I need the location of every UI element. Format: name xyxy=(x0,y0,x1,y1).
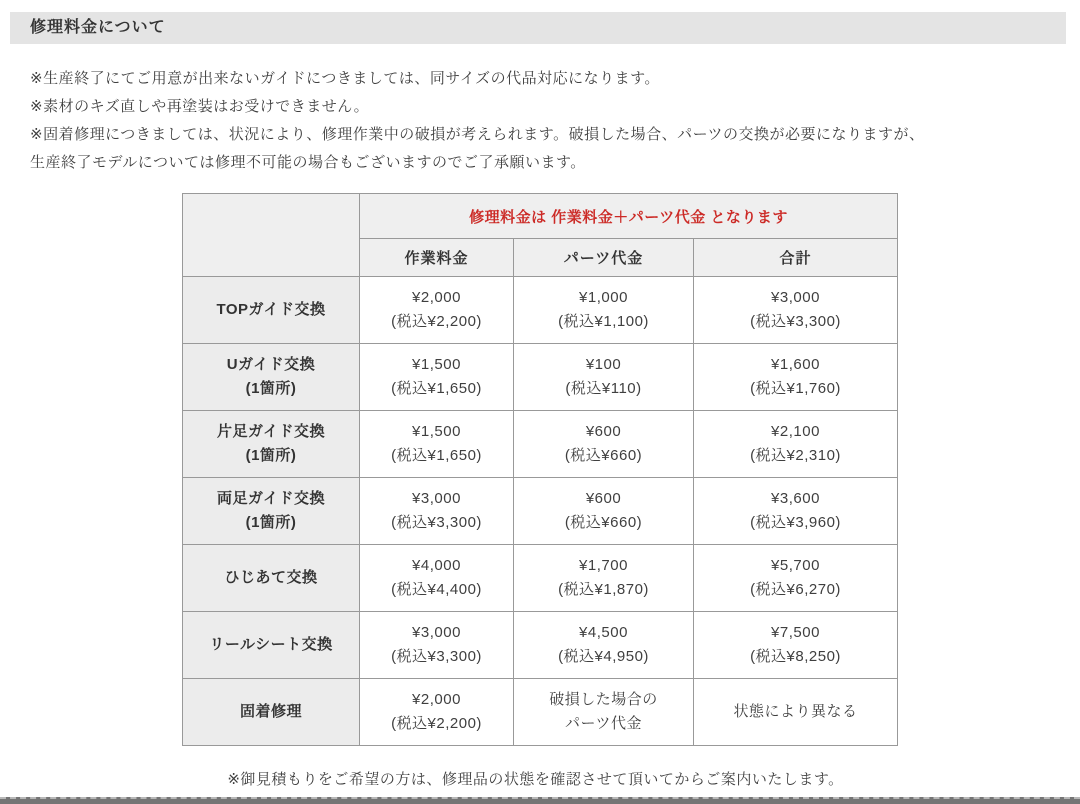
service-cell xyxy=(183,478,360,545)
service-sublabel: (1箇所) xyxy=(245,447,297,464)
parts-fee-cell xyxy=(514,344,694,411)
price-value: ¥2,000 xyxy=(412,289,461,306)
price-value: ¥1,000 xyxy=(579,289,628,306)
column-header-parts: パーツ代金 xyxy=(514,239,694,277)
service-sublabel: (1箇所) xyxy=(245,514,297,531)
price-tax-included: (税込¥1,100) xyxy=(558,313,649,330)
price-tax-included: (税込¥6,270) xyxy=(750,581,841,598)
page-title: 修理料金について xyxy=(10,12,1066,44)
service-label: Uガイド交換 xyxy=(226,356,316,373)
table-banner-row xyxy=(183,194,898,239)
note-line: ※固着修理につきましては、状況により、修理作業中の破損が考えられます。破損した場合、パーツの交換が必要になりますが、 xyxy=(30,126,925,143)
service-label: リールシート交換 xyxy=(209,636,333,653)
parts-fee-cell xyxy=(514,612,694,679)
service-cell xyxy=(183,679,360,746)
total-cell xyxy=(694,612,898,679)
notes-block xyxy=(30,65,1050,177)
table-row xyxy=(183,411,898,478)
price-tax-included: (税込¥4,400) xyxy=(391,581,482,598)
price-tax-included: (税込¥2,200) xyxy=(391,313,482,330)
price-tax-included: (税込¥1,650) xyxy=(391,447,482,464)
table-row xyxy=(183,545,898,612)
work-fee-cell xyxy=(360,545,514,612)
price-value: ¥1,500 xyxy=(412,423,461,440)
price-value: 破損した場合の xyxy=(549,691,658,708)
work-fee-cell xyxy=(360,277,514,344)
price-tax-included: (税込¥3,960) xyxy=(750,514,841,531)
table-row xyxy=(183,344,898,411)
service-sublabel: (1箇所) xyxy=(245,380,297,397)
price-tax-included: (税込¥3,300) xyxy=(750,313,841,330)
service-label: TOPガイド交換 xyxy=(216,301,326,318)
column-header-work: 作業料金 xyxy=(360,239,514,277)
total-cell xyxy=(694,679,898,746)
service-label: 固着修理 xyxy=(239,703,302,720)
price-value: 状態により異なる xyxy=(733,703,858,720)
total-cell xyxy=(694,277,898,344)
total-cell xyxy=(694,344,898,411)
price-value: ¥1,700 xyxy=(579,557,628,574)
service-label: 片足ガイド交換 xyxy=(216,423,326,440)
work-fee-cell xyxy=(360,344,514,411)
note-line: ※素材のキズ直しや再塗装はお受けできません。 xyxy=(30,98,370,115)
note-line: 生産終了モデルについては修理不可能の場合もございますのでご了承願います。 xyxy=(30,154,586,171)
price-value: ¥1,600 xyxy=(771,356,820,373)
price-tax-included: (税込¥1,650) xyxy=(391,380,482,397)
parts-fee-cell xyxy=(514,277,694,344)
price-tax-included: (税込¥3,300) xyxy=(391,514,482,531)
service-cell xyxy=(183,344,360,411)
note-line: ※生産終了にてご用意が出来ないガイドにつきましては、同サイズの代品対応になります。 xyxy=(30,70,660,87)
price-value: ¥4,000 xyxy=(412,557,461,574)
table-row xyxy=(183,478,898,545)
service-cell xyxy=(183,545,360,612)
repair-price-table-wrap xyxy=(182,193,1080,746)
service-cell xyxy=(183,612,360,679)
corner-cell xyxy=(183,194,360,277)
work-fee-cell xyxy=(360,478,514,545)
table-row xyxy=(183,679,898,746)
price-value: ¥3,000 xyxy=(412,624,461,641)
price-tax-included: (税込¥2,200) xyxy=(391,715,482,732)
price-tax-included: (税込¥3,300) xyxy=(391,648,482,665)
work-fee-cell xyxy=(360,612,514,679)
price-tax-included: (税込¥660) xyxy=(564,447,643,464)
price-tax-included: (税込¥1,760) xyxy=(750,380,841,397)
price-value: ¥100 xyxy=(585,356,622,373)
price-value: ¥3,000 xyxy=(771,289,820,306)
parts-fee-cell xyxy=(514,545,694,612)
service-label: ひじあて交換 xyxy=(224,569,318,586)
table-row xyxy=(183,277,898,344)
price-tax-included: (税込¥4,950) xyxy=(558,648,649,665)
price-tax-included: (税込¥2,310) xyxy=(750,447,841,464)
total-cell xyxy=(694,478,898,545)
price-value: ¥600 xyxy=(585,423,622,440)
price-tax-included: パーツ代金 xyxy=(565,715,642,732)
parts-fee-cell xyxy=(514,679,694,746)
bottom-edge-bar xyxy=(0,797,1080,804)
service-cell xyxy=(183,411,360,478)
repair-price-table xyxy=(182,193,898,746)
table-row xyxy=(183,612,898,679)
price-value: ¥7,500 xyxy=(771,624,820,641)
total-cell xyxy=(694,545,898,612)
column-header-total: 合計 xyxy=(694,239,898,277)
price-value: ¥1,500 xyxy=(412,356,461,373)
service-label: 両足ガイド交換 xyxy=(216,490,326,507)
price-tax-included: (税込¥8,250) xyxy=(750,648,841,665)
parts-fee-cell xyxy=(514,478,694,545)
price-tax-included: (税込¥1,870) xyxy=(558,581,649,598)
work-fee-cell xyxy=(360,411,514,478)
price-value: ¥3,000 xyxy=(412,490,461,507)
price-tax-included: (税込¥110) xyxy=(565,380,642,397)
table-banner: 修理料金は 作業料金＋パーツ代金 となります xyxy=(360,194,898,239)
price-value: ¥2,000 xyxy=(412,691,461,708)
price-value: ¥4,500 xyxy=(579,624,628,641)
work-fee-cell xyxy=(360,679,514,746)
total-cell xyxy=(694,411,898,478)
parts-fee-cell xyxy=(514,411,694,478)
price-value: ¥5,700 xyxy=(771,557,820,574)
price-value: ¥2,100 xyxy=(771,423,820,440)
service-cell xyxy=(183,277,360,344)
estimate-note: ※御見積もりをご希望の方は、修理品の状態を確認させて頂いてからご案内いたします。 xyxy=(227,771,844,788)
price-tax-included: (税込¥660) xyxy=(564,514,643,531)
price-value: ¥3,600 xyxy=(771,490,820,507)
price-value: ¥600 xyxy=(585,490,622,507)
